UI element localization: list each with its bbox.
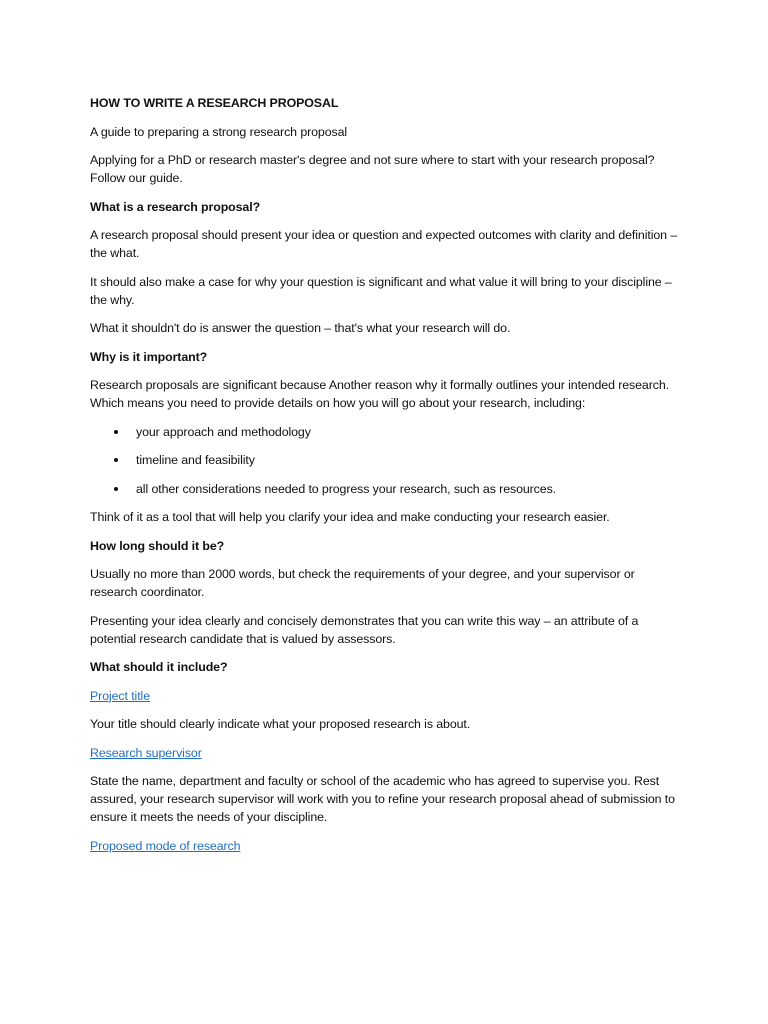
document-title: HOW TO WRITE A RESEARCH PROPOSAL [90,96,339,110]
bullet-list [90,423,680,498]
list-item-text: timeline and feasibility [136,453,255,467]
heading-what-is: What is a research proposal? [90,199,261,214]
heading-how-long: How long should it be? [90,538,225,553]
paragraph-what-2: It should also make a case for why your question is significant and what value it will bring to your discipline – the why. [90,274,672,307]
paragraph-project-title: Your title should clearly indicate what your proposed research is about. [90,717,471,731]
link-project-title[interactable]: Project title [90,688,150,703]
list-item-text: your approach and methodology [136,424,311,439]
document-body [90,94,680,865]
heading-what-include: What should it include? [90,660,228,674]
list-item-text: all other considerations needed to progress your research, such as resources. [136,481,557,496]
paragraph-why-1: Research proposals are significant because Another reason why it formally outlines your intended research. Which means you need to provide details on how you will go about your research, including: [90,378,669,410]
list-item [90,451,680,469]
link-proposed-mode[interactable]: Proposed mode of research [90,838,241,853]
document-subtitle: A guide to preparing a strong research proposal [90,124,348,139]
intro-paragraph: Applying for a PhD or research master's degree and not sure where to start with your research proposal? Follow our guide. [90,153,655,185]
paragraph-length-2: Presenting your idea clearly and concisely demonstrates that you can write this way – an attribute of a potential research candidate that is valued by assessors. [90,613,639,646]
heading-why-important: Why is it important? [90,349,208,364]
paragraph-research-supervisor: State the name, department and faculty or school of the academic who has agreed to supervise you. Rest assured, your research supervisor will work with you to refine your research proposal ahead of submission to ensure it meets the needs of your discipline. [90,774,675,824]
paragraph-why-2: Think of it as a tool that will help you clarify your idea and make conducting your research easier. [90,510,610,524]
paragraph-what-3: What it shouldn't do is answer the question – that's what your research will do. [90,321,511,335]
paragraph-what-1: A research proposal should present your idea or question and expected outcomes with clarity and definition – the what. [90,228,678,260]
bullet-icon [114,430,118,434]
link-research-supervisor[interactable]: Research supervisor [90,745,202,760]
list-item [90,480,680,498]
bullet-icon [114,458,118,462]
list-item [90,423,680,441]
paragraph-length-1: Usually no more than 2000 words, but check the requirements of your degree, and your supervisor or research coordinator. [90,567,635,599]
bullet-icon [114,487,118,491]
